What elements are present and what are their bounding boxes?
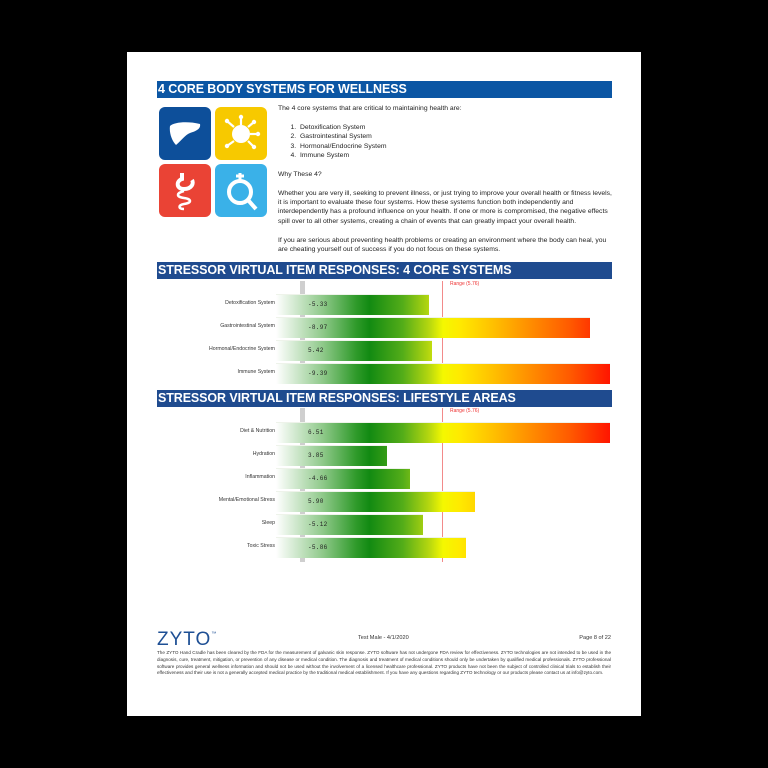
report-page xyxy=(127,52,641,716)
chart-row-gastrointestinal xyxy=(157,316,611,337)
patient-info: Test Male - 4/1/2020 xyxy=(358,635,409,641)
row-label: Diet & Nutrition xyxy=(240,428,275,434)
logo-text: ZYTO xyxy=(157,629,212,650)
range-label: Range (5.76) xyxy=(450,281,480,287)
row-label: Gastrointestinal System xyxy=(220,323,275,329)
chart-row-immune xyxy=(157,362,611,383)
row-label: Inflammation xyxy=(245,474,275,480)
bar-value: -9.39 xyxy=(308,370,328,377)
list-item: 4. Immune System xyxy=(298,151,613,160)
row-label: Mental/Emotional Stress xyxy=(218,497,275,503)
list-item: 1. Detoxification System xyxy=(298,123,613,132)
lifestyle-areas-chart xyxy=(157,408,611,562)
response-bar xyxy=(276,340,432,361)
range-label: Range (5.76) xyxy=(450,408,480,414)
response-bar xyxy=(276,468,410,489)
bar-value: 5.90 xyxy=(308,498,324,505)
response-bar xyxy=(276,422,610,443)
list-item: 3. Hormonal/Endocrine System xyxy=(298,142,613,151)
row-label: Sleep xyxy=(261,520,275,526)
intro-paragraph-1: Whether you are very ill, seeking to prevent illness, or just trying to improve your overall health or fitness levels, it is important to evaluate these four systems. How these systems function both independently and interdependently has a profound influence on your health. If one or more is compromised, the negative effects spill over to all other systems, creating a chain of events that can greatly impact your overall health. xyxy=(278,189,612,225)
intro-lead: The 4 core systems that are critical to maintaining health are: xyxy=(278,105,462,112)
bar-value: 6.51 xyxy=(308,429,324,436)
chart-row-detoxification xyxy=(157,293,611,314)
intro-paragraph-2: If you are serious about preventing health problems or creating an environment where the body can heal, you are cheating yourself out of success if you do not focus on these systems. xyxy=(278,236,607,254)
immune-cell-icon xyxy=(215,107,267,160)
why-heading: Why These 4? xyxy=(278,170,322,178)
response-bar xyxy=(276,537,466,558)
row-label: Hydration xyxy=(252,451,275,457)
liver-icon xyxy=(159,107,211,160)
section-title-core-systems: 4 CORE BODY SYSTEMS FOR WELLNESS xyxy=(157,81,612,98)
fda-disclaimer: The ZYTO Hand Cradle has been cleared by the FDA for the measurement of galvanic skin response. ZYTO software has not undergone FDA review for effectiveness. ZYTO technologies are not intended to be used in the diagnosis, cure, treatment, mitigation, or prevention of any disease or medical condition. The diagnosis and treatment of medical conditions should only be undertaken by qualified medical professionals. ZYTO professional software provides general wellness information and should not be used without the involvement of a licensed healthcare professional. ZYTO products have not been the subject of controlled clinical trials to establish their effectiveness and their use is not a generally accepted medical practice by the traditional medical establishment. If you have any questions regarding ZYTO technology or our products please contact us at info@zyto.com. xyxy=(157,650,611,676)
bar-value: -5.33 xyxy=(308,301,328,308)
page-number: Page 8 of 22 xyxy=(579,635,611,641)
chart-row-mental-emotional-stress xyxy=(157,490,611,511)
chart-row-hydration xyxy=(157,444,611,465)
response-bar xyxy=(276,514,423,535)
bar-value: 5.42 xyxy=(308,347,324,354)
zyto-logo xyxy=(157,629,217,651)
bar-value: -4.66 xyxy=(308,475,328,482)
response-bar xyxy=(276,491,475,512)
bar-value: -5.12 xyxy=(308,521,328,528)
trademark: ™ xyxy=(211,631,218,637)
stomach-icon xyxy=(159,164,211,217)
core-systems-chart xyxy=(157,281,611,383)
core-systems-icon-grid xyxy=(159,107,267,217)
bar-value: 3.85 xyxy=(308,452,324,459)
bar-value: -8.97 xyxy=(308,324,328,331)
response-bar xyxy=(276,445,387,466)
response-bar xyxy=(276,317,590,338)
core-systems-list xyxy=(278,123,613,161)
response-bar xyxy=(276,294,429,315)
list-item: 2. Gastrointestinal System xyxy=(298,132,613,141)
row-label: Toxic Stress xyxy=(247,543,275,549)
response-bar xyxy=(276,363,610,384)
row-label: Immune System xyxy=(237,369,275,375)
chart-row-sleep xyxy=(157,513,611,534)
section-title-lifestyle-responses: STRESSOR VIRTUAL ITEM RESPONSES: LIFESTYLE AREAS xyxy=(157,390,612,407)
bar-value: -5.86 xyxy=(308,544,328,551)
chart-row-diet-nutrition xyxy=(157,421,611,442)
chart-row-inflammation xyxy=(157,467,611,488)
section-title-core-responses: STRESSOR VIRTUAL ITEM RESPONSES: 4 CORE SYSTEMS xyxy=(157,262,612,279)
chart-row-toxic-stress xyxy=(157,536,611,557)
chart-row-hormonal xyxy=(157,339,611,360)
intro-text xyxy=(278,104,613,264)
hormone-symbol-icon xyxy=(215,164,267,217)
row-label: Detoxification System xyxy=(225,300,275,306)
row-label: Hormonal/Endocrine System xyxy=(208,346,275,352)
